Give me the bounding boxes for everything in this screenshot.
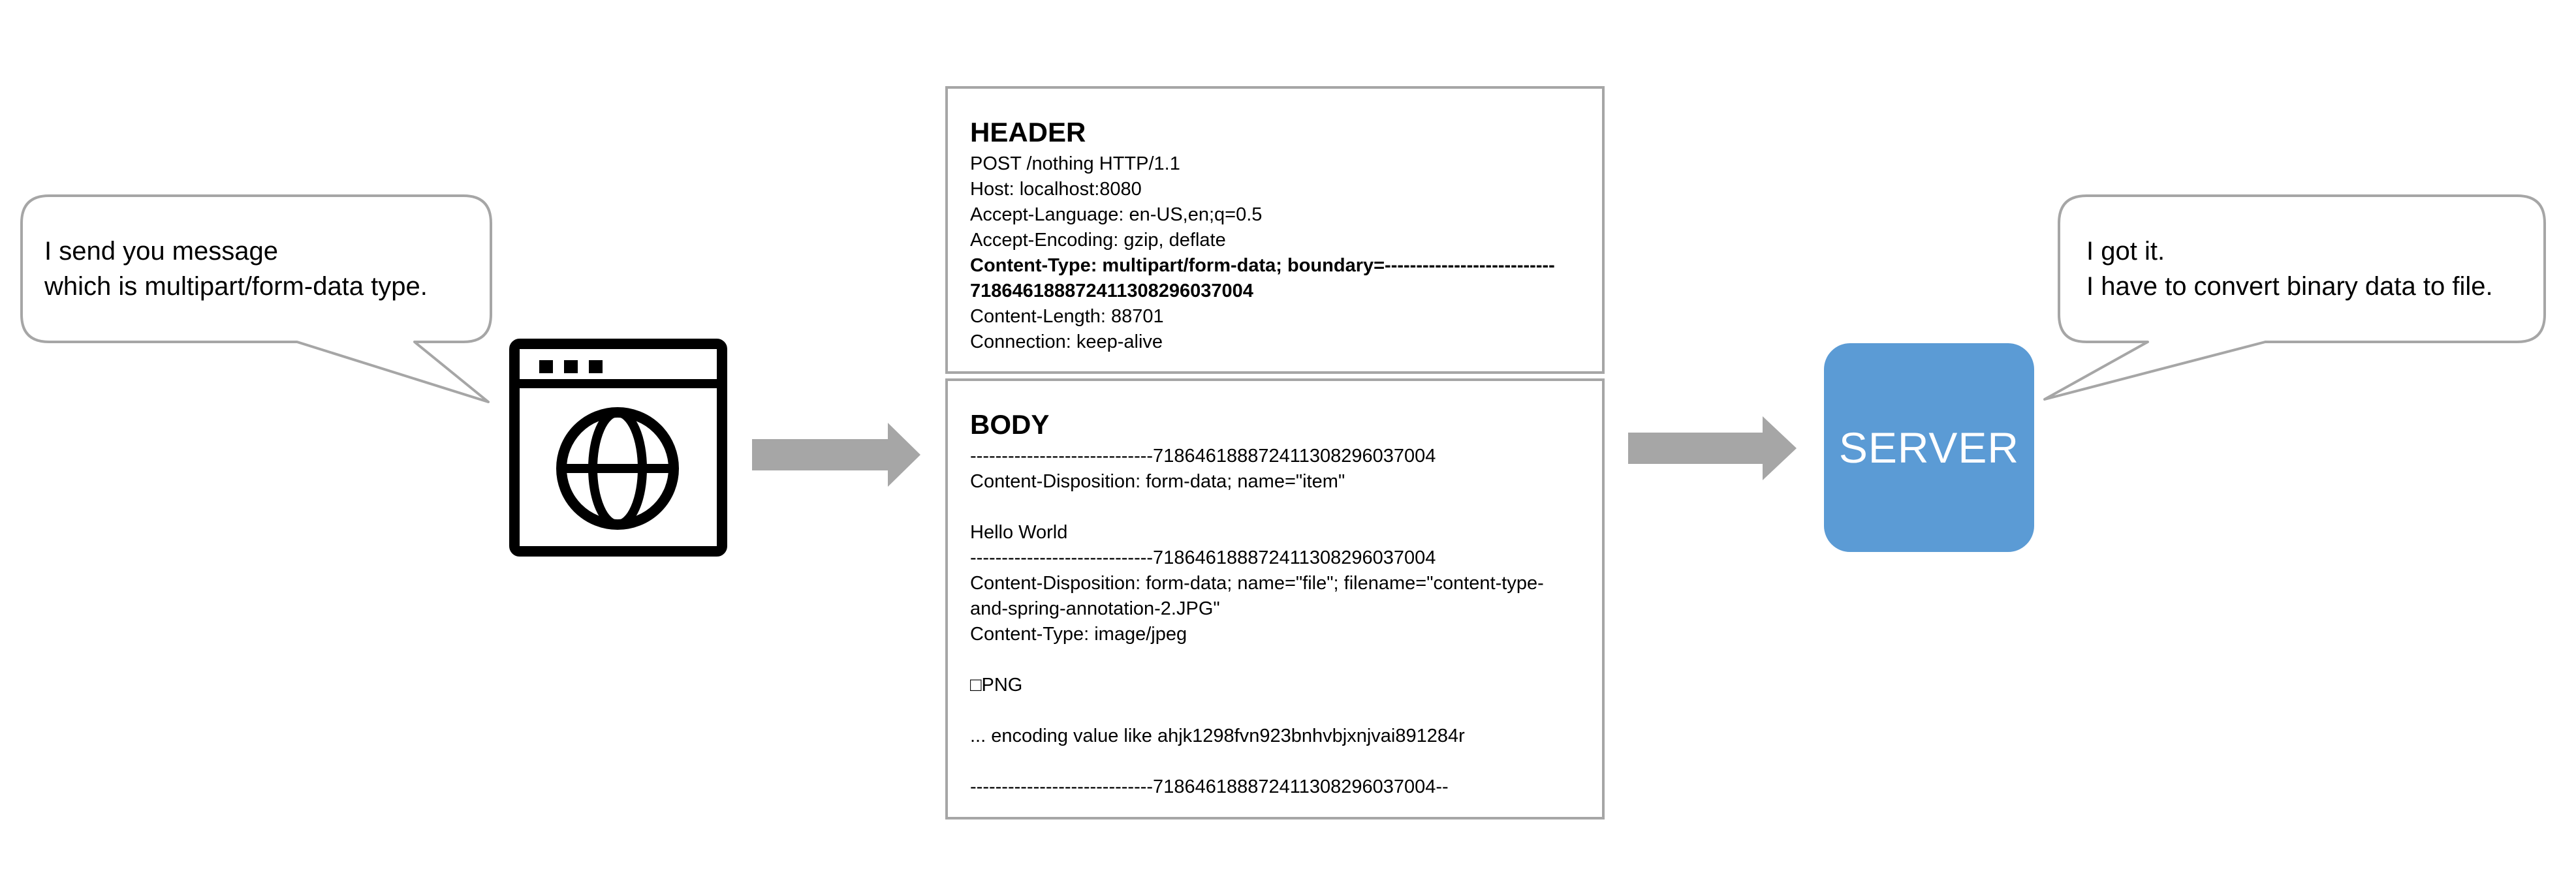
client-bubble-line-1: I send you message (44, 237, 278, 266)
client-bubble-text (44, 234, 428, 304)
header-line-content-length: Content-Length: 88701 (970, 306, 1164, 327)
header-line-boundary: 718646188872411308296037004 (970, 281, 1253, 301)
browser-globe-icon (514, 344, 722, 551)
http-body-box (945, 378, 1605, 819)
arrow-client-to-message (752, 423, 920, 487)
body-line-boundary-1: -----------------------------718646188872411308296037004 (970, 446, 1436, 467)
arrow-message-to-server (1628, 416, 1797, 480)
body-line-png: □PNG (970, 675, 1023, 696)
body-line-hello-world: Hello World (970, 522, 1068, 543)
server-box (1824, 343, 2034, 552)
header-line-accept-language: Accept-Language: en-US,en;q=0.5 (970, 204, 1263, 225)
body-line-content-type: Content-Type: image/jpeg (970, 624, 1187, 645)
body-line-disposition-item: Content-Disposition: form-data; name="item" (970, 471, 1345, 492)
server-label: SERVER (1838, 423, 2020, 472)
header-title: HEADER (970, 117, 1086, 147)
server-bubble-line-1: I got it. (2086, 237, 2165, 266)
server-bubble-line-2: I have to convert binary data to file. (2086, 272, 2493, 301)
header-line-accept-encoding: Accept-Encoding: gzip, deflate (970, 230, 1226, 251)
body-line-boundary-2: -----------------------------718646188872411308296037004 (970, 547, 1436, 568)
header-line-request: POST /nothing HTTP/1.1 (970, 153, 1180, 174)
header-line-content-type: Content-Type: multipart/form-data; boundary=--------------------------- (970, 255, 1555, 276)
header-line-host: Host: localhost:8080 (970, 179, 1142, 200)
header-line-connection: Connection: keep-alive (970, 331, 1163, 352)
client-bubble-line-2: which is multipart/form-data type. (44, 272, 428, 301)
body-line-boundary-end: -----------------------------718646188872411308296037004-- (970, 776, 1449, 797)
http-header-box (945, 86, 1605, 374)
body-line-disposition-file: Content-Disposition: form-data; name="file"; filename="content-type- (970, 573, 1544, 594)
body-line-encoding-value: ... encoding value like ahjk1298fvn923bnhvbjxnjvai891284r (970, 726, 1465, 746)
body-title: BODY (970, 409, 1050, 440)
body-line-filename-cont: and-spring-annotation-2.JPG" (970, 598, 1220, 619)
server-bubble-text (2086, 234, 2493, 304)
